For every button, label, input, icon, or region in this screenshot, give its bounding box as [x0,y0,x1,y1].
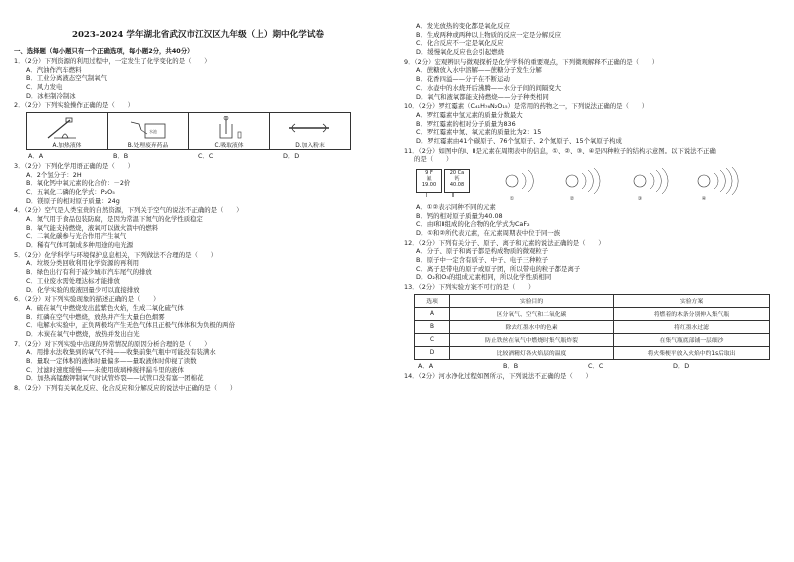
option: B．氧化钙中氧元素的化合价：－2价 [26,179,131,188]
option: A．氮气用于食品包装防腐，是因为常温下氮气的化学性质稳定 [26,215,203,223]
question-3: 3．（2分）下列化学用语正确的是（ ） [14,162,134,170]
table-row [415,320,770,333]
header-cell: 实验目的 [450,294,614,307]
option: D．冰柜制冷制冰 [26,91,76,100]
atom-label: ④ [701,195,707,201]
element-symbol: 9 F [425,169,433,176]
element-figure [416,167,772,201]
option: A．罗红霉素中氢元素的质量分数最大 [416,110,523,119]
option: C．离子是带电的原子或原子团，所以带电的粒子都是离子 [416,264,581,273]
element-box-calcium [444,169,470,193]
option: D．加热高锰酸钾制氧气时试管炸裂——试管口没有塞一团棉花 [26,374,204,383]
table-cell: 区分氧气、空气和二氧化碳 [450,307,614,320]
option: B．红磷在空气中燃烧，放热并产生大量白色烟雾 [26,312,165,321]
atom-label: ② [569,195,575,201]
svg-text:水池: 水池 [149,129,157,134]
atom-structure-diagrams [492,167,742,201]
box-label: Ⅰ [426,192,428,199]
option: D．化学实验的废液回量少可以直接排放 [26,285,140,294]
atom-diagram-1 [506,170,533,201]
table-cell: 比较酒精灯各火焰层的温度 [450,346,614,359]
answer-choice: D．D [283,152,300,160]
element-name: 氟 [426,175,432,182]
atom-diagram-2 [566,168,600,201]
question-11-cont: 的是（ ） [414,155,453,164]
box-label: Ⅱ [452,192,455,199]
answer-choices [404,362,772,371]
option: C．电解水实验中，正负两极均产生无色气体且正极气体体积为负极的两倍 [26,321,235,330]
option: A．用排水法收集到的氧气不纯——收集前集气瓶中可能没有装满水 [26,348,216,357]
figure-caption: B.处理废弃药品 [127,143,169,149]
lab-operations-figure [26,112,351,150]
table-cell: 在集气瓶底部铺一层细沙 [614,333,770,346]
table-cell: 将红墨水过滤 [614,320,770,333]
option: C．工业废水需处理达标才能排放 [26,276,120,285]
question-14: 14．（2分）河水净化过程如图所示，下列说法不正确的是（ ） [404,371,592,380]
option: D．氧气和液氧都能支持燃烧——分子种类相同 [416,92,549,101]
table-row [415,333,770,346]
figure-waste-disposal [108,113,189,150]
answer-choice: C．C [588,361,604,370]
table-cell: 除去红墨水中的色素 [450,320,614,333]
option: D．①和②所代表元素，在元素周期表中位于同一族 [416,228,561,237]
table-cell: A [415,307,450,320]
figure-caption: C.吸取液体 [214,143,244,149]
table-cell: C [415,333,450,346]
adding-powder-drawing [285,116,335,140]
right-column [404,22,772,380]
table-cell: B [415,320,450,333]
table-cell: 防止铁丝在氧气中燃烧时集气瓶炸裂 [450,333,614,346]
heating-liquid-drawing [42,116,92,140]
header-cell: 选项 [415,294,450,307]
question-10: 10．（2分）罗红霉素（C₄₁H₇₆N₂O₁₅）是常用的药物之一，下列说法正确的是（ ） [404,102,649,111]
option: D．镁原子的相对原子质量：24g [26,196,120,205]
option: C．五氧化二磷的化学式：P₂O₅ [26,188,115,196]
option: A．蔗糖放入水中溶解——蔗糖分子发生分解 [416,66,542,75]
atom-diagram-4 [698,167,738,201]
figure-drawing-liquid [189,113,270,150]
header-cell: 实验方案 [614,294,770,307]
option: C．化合反应不一定是氧化反应 [416,39,504,48]
option: D．木炭在氧气中燃烧，放热并发出白光 [26,329,140,338]
question-12: 12．（2分）下列有关分子、原子、离子和元素的说法正确的是（ ） [404,238,605,247]
answer-choice: D．D [673,361,690,370]
table-row [415,307,770,320]
answer-choice: B．B [503,361,519,370]
atom-label: ③ [637,195,643,201]
option: B．氧气能支持燃烧，液氧可以做火箭中的燃料 [26,223,159,232]
table-row [415,346,770,359]
answer-choice: B．B [113,152,129,160]
option: B．罗红霉素的相对分子质量为836 [416,119,516,128]
element-box-fluorine [416,169,442,193]
figure-heating-liquid [27,113,108,150]
question-8: 8．（2分）下列有关氧化反应、化合反应和分解反应的说法中正确的是（ ） [14,384,237,393]
option: C．过滤时速度缓慢——未使用玻璃棒搅拌漏斗里的液体 [26,365,184,374]
option: C．罗红霉素中氮、氧元素的质量比为2：15 [416,128,542,137]
question-9: 9．（2分）宏观辨识与微观探析是化学学科的重要观点，下列微观解释不正确的是（ ） [404,57,659,66]
option: A．硫在氧气中燃烧发出蓝紫色火焰，生成二氧化硫气体 [26,303,184,312]
question-4: 4．（2分）空气是人类宝贵的自然资源，下列关于空气的说法不正确的是（ ） [14,206,243,215]
option: C．水壶中的水烧开后沸腾——水分子间的间隔变大 [416,83,562,92]
option: A．①②表示同种不同的元素 [416,202,496,211]
option: D．缓慢氧化反应也会引起燃烧 [416,48,504,57]
table-cell: 将燃着的木条分别伸入集气瓶 [614,307,770,320]
table-header-row [415,294,770,307]
waste-disposal-drawing [123,116,173,140]
answer-choice: A．A [28,152,44,160]
question-5: 5．（2分）化学科学与环境保护息息相关，下列做法不合理的是（ ） [14,250,218,259]
option: A．分子、原子和离子都是构成物质的微观粒子 [416,247,549,256]
option: A．汽油作汽车燃料 [26,65,82,74]
option: B．量取一定体积的液体时量偏多——量取液体时仰视了读数 [26,356,197,365]
answer-choices [14,152,382,161]
option: A．2个氢分子：2H [26,170,82,179]
figure-caption: A.加热液体 [52,143,82,149]
option: C．二氧化碳参与光合作用产生氧气 [26,232,127,241]
option: B．绿色出行有利于减少城市汽车尾气的排放 [26,268,152,277]
option: A．垃圾分类回收利用化学资源的再利用 [26,259,140,268]
element-mass: 40.08 [449,181,465,188]
periodic-boxes [416,169,478,199]
answer-choice: A．A [418,361,434,370]
element-symbol: 20 Ca [449,169,465,176]
section-heading: 一、选择题（每小题只有一个正确选项，每小题2分，共40分） [14,47,194,55]
question-7: 7．（2分）对下列实验中出现的异常情况的原因分析合理的是（ ） [14,339,211,348]
answer-choice: C．C [198,152,214,160]
option: C．风力发电 [26,83,63,91]
table-cell: D [415,346,450,359]
left-column [14,0,382,393]
option: C．由Ⅰ和Ⅱ组成的化合物的化学式为CaF₂ [416,220,530,229]
figure-caption: D.加入粉末 [295,143,325,149]
option: D．稀有气体可制成多种用途的电光源 [26,241,134,250]
option: D．罗红霉素由41个碳原子、76个氢原子、2个氮原子、15个氧原子构成 [416,136,622,145]
figure-adding-powder [270,113,351,150]
option: B．生成两种或两种以上物质的反应一定是分解反应 [416,30,561,39]
element-name: 钙 [454,175,460,182]
option: B．工业分离液态空气制氧气 [26,74,108,83]
option: A．发光放热的变化都是氧化反应 [416,22,510,30]
question-6: 6．（2分）对下列实验现象的描述正确的是（ ） [14,295,160,304]
atom-diagram-3 [634,168,668,201]
page-title: 2023-2024 学年湖北省武汉市江汉区九年级（上）期中化学试卷 [71,30,325,40]
question-11: 11．（2分）如图中的Ⅰ、Ⅱ是元素在周期表中的信息，①、②、③、④是四种粒子的结构示意图。以下说法不正确 [404,146,716,155]
question-2: 2．（2分）下列实验操作正确的是（ ） [14,101,134,110]
option: B．钙的相对原子质量为40.08 [416,211,503,220]
element-mass: 19.00 [421,181,437,188]
experiment-table [414,294,770,360]
option: B．花香四溢——分子在不断运动 [416,75,510,84]
option: B．原子中一定含有质子、中子、电子三种粒子 [416,255,549,264]
atom-label: ① [509,195,515,201]
drawing-liquid-drawing [204,116,254,140]
question-1: 1．（2分）下列资源的利用过程中，一定发生了化学变化的是（ ） [14,57,211,65]
table-cell: 将火柴梗平放入火焰中约1s后取出 [614,346,770,359]
question-13: 13．（2分）下列实验方案不可行的是（ ） [404,283,535,292]
option: D．O₂和O₃的组成元素相同，所以化学性质相同 [416,273,552,282]
